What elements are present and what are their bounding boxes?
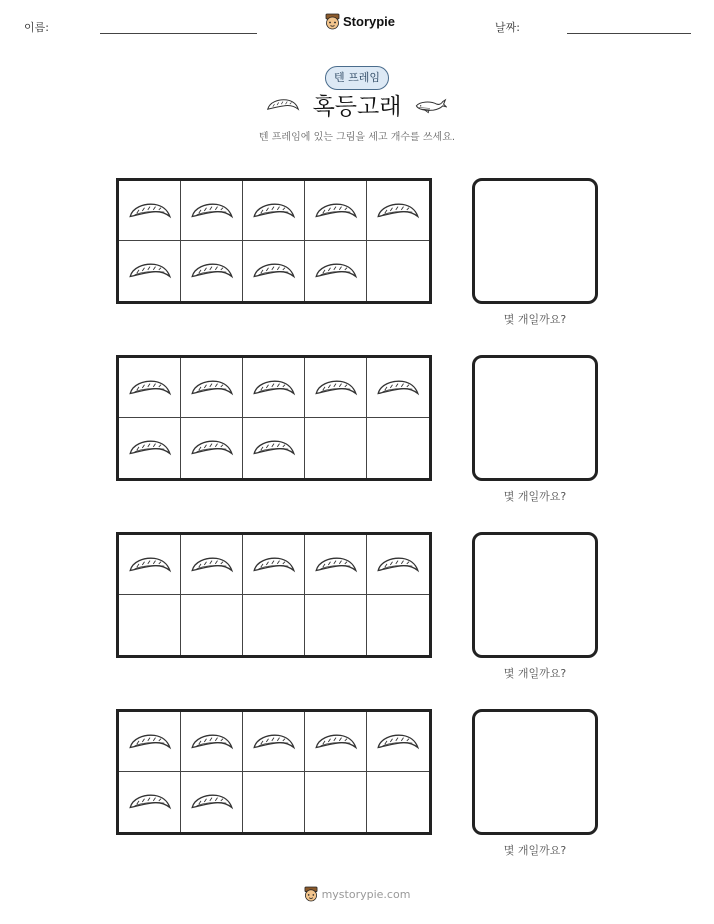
whale-fin-icon xyxy=(128,791,172,813)
name-label: 이름: xyxy=(24,21,49,34)
whale-fin-icon xyxy=(252,731,296,753)
ten-frame-cell xyxy=(367,535,429,595)
answer-box[interactable] xyxy=(472,532,598,658)
ten-frame-cell xyxy=(181,535,243,595)
whale-icon xyxy=(413,96,447,114)
ten-frame-cell xyxy=(367,712,429,772)
answer-prompt: 몇 개일까요? xyxy=(503,313,567,326)
ten-frame xyxy=(116,532,432,658)
storypie-mascot-icon xyxy=(304,886,318,902)
ten-frame-cell xyxy=(305,181,367,241)
ten-frame-cell xyxy=(305,535,367,595)
whale-fin-icon xyxy=(128,437,172,459)
brand-name: Storypie xyxy=(343,14,396,29)
ten-frame-cell xyxy=(305,772,367,832)
ten-frame-cell xyxy=(367,595,429,655)
ten-frame-cell xyxy=(305,358,367,418)
whale-fin-icon xyxy=(252,377,296,399)
whale-fin-icon xyxy=(128,554,172,576)
ten-frame-cell xyxy=(305,241,367,301)
whale-fin-icon xyxy=(252,437,296,459)
whale-fin-icon xyxy=(128,731,172,753)
whale-fin-icon xyxy=(314,200,358,222)
page-title: 혹등고래 xyxy=(312,94,402,120)
ten-frame-cell xyxy=(243,595,305,655)
whale-fin-icon xyxy=(190,437,234,459)
whale-fin-icon xyxy=(252,200,296,222)
answer-box[interactable] xyxy=(472,355,598,481)
answer-box[interactable] xyxy=(472,709,598,835)
ten-frame-cell xyxy=(305,418,367,478)
ten-frame-cell xyxy=(119,535,181,595)
ten-frame-cell xyxy=(243,712,305,772)
date-line[interactable] xyxy=(567,33,691,34)
answer-prompt: 몇 개일까요? xyxy=(503,844,567,857)
whale-fin-icon xyxy=(128,200,172,222)
ten-frame-cell xyxy=(181,418,243,478)
topic-badge: 텐 프레임 xyxy=(325,66,389,90)
ten-frame-cell xyxy=(367,772,429,832)
ten-frame-cell xyxy=(367,241,429,301)
ten-frame-cell xyxy=(119,358,181,418)
ten-frame-cell xyxy=(367,181,429,241)
ten-frame xyxy=(116,355,432,481)
whale-fin-icon xyxy=(190,260,234,282)
ten-frame-cell xyxy=(119,712,181,772)
ten-frame xyxy=(116,178,432,304)
ten-frame-cell xyxy=(243,358,305,418)
name-line[interactable] xyxy=(100,33,257,34)
whale-fin-icon xyxy=(376,200,420,222)
ten-frame xyxy=(116,709,432,835)
ten-frame-cell xyxy=(243,772,305,832)
ten-frame-cell xyxy=(243,181,305,241)
ten-frame-cell xyxy=(119,241,181,301)
date-label: 날짜: xyxy=(495,21,520,34)
whale-fin-icon xyxy=(314,554,358,576)
ten-frame-cell xyxy=(305,595,367,655)
ten-frame-cell xyxy=(181,181,243,241)
ten-frame-cell xyxy=(243,418,305,478)
whale-fin-icon xyxy=(376,554,420,576)
ten-frame-cell xyxy=(243,241,305,301)
whale-fin-icon xyxy=(190,731,234,753)
ten-frame-cell xyxy=(181,772,243,832)
brand-logo xyxy=(325,13,395,30)
ten-frame-cell xyxy=(367,358,429,418)
answer-prompt: 몇 개일까요? xyxy=(503,490,567,503)
instructions: 텐 프레임에 있는 그림을 세고 개수를 쓰세요. xyxy=(258,132,456,143)
whale-fin-icon xyxy=(190,554,234,576)
whale-fin-icon xyxy=(376,731,420,753)
whale-fin-icon xyxy=(314,731,358,753)
ten-frame-cell xyxy=(243,535,305,595)
whale-fin-icon xyxy=(128,260,172,282)
ten-frame-cell xyxy=(119,181,181,241)
whale-fin-icon xyxy=(314,260,358,282)
answer-prompt: 몇 개일까요? xyxy=(503,667,567,680)
ten-frame-cell xyxy=(119,772,181,832)
footer-url[interactable]: mystorypie.com xyxy=(321,887,411,901)
ten-frame-cell xyxy=(181,595,243,655)
ten-frame-cell xyxy=(305,712,367,772)
whale-fin-icon xyxy=(252,260,296,282)
whale-fin-icon xyxy=(128,377,172,399)
ten-frame-cell xyxy=(181,358,243,418)
ten-frame-cell xyxy=(367,418,429,478)
whale-fin-icon xyxy=(190,791,234,813)
ten-frame-cell xyxy=(119,418,181,478)
whale-fin-icon xyxy=(314,377,358,399)
whale-fin-icon xyxy=(190,200,234,222)
storypie-mascot-icon xyxy=(325,13,340,30)
ten-frame-cell xyxy=(181,712,243,772)
ten-frame-cell xyxy=(119,595,181,655)
whale-fin-icon xyxy=(252,554,296,576)
whale-fin-icon xyxy=(190,377,234,399)
ten-frame-cell xyxy=(181,241,243,301)
footer xyxy=(0,886,714,902)
answer-box[interactable] xyxy=(472,178,598,304)
whale-fin-icon xyxy=(376,377,420,399)
